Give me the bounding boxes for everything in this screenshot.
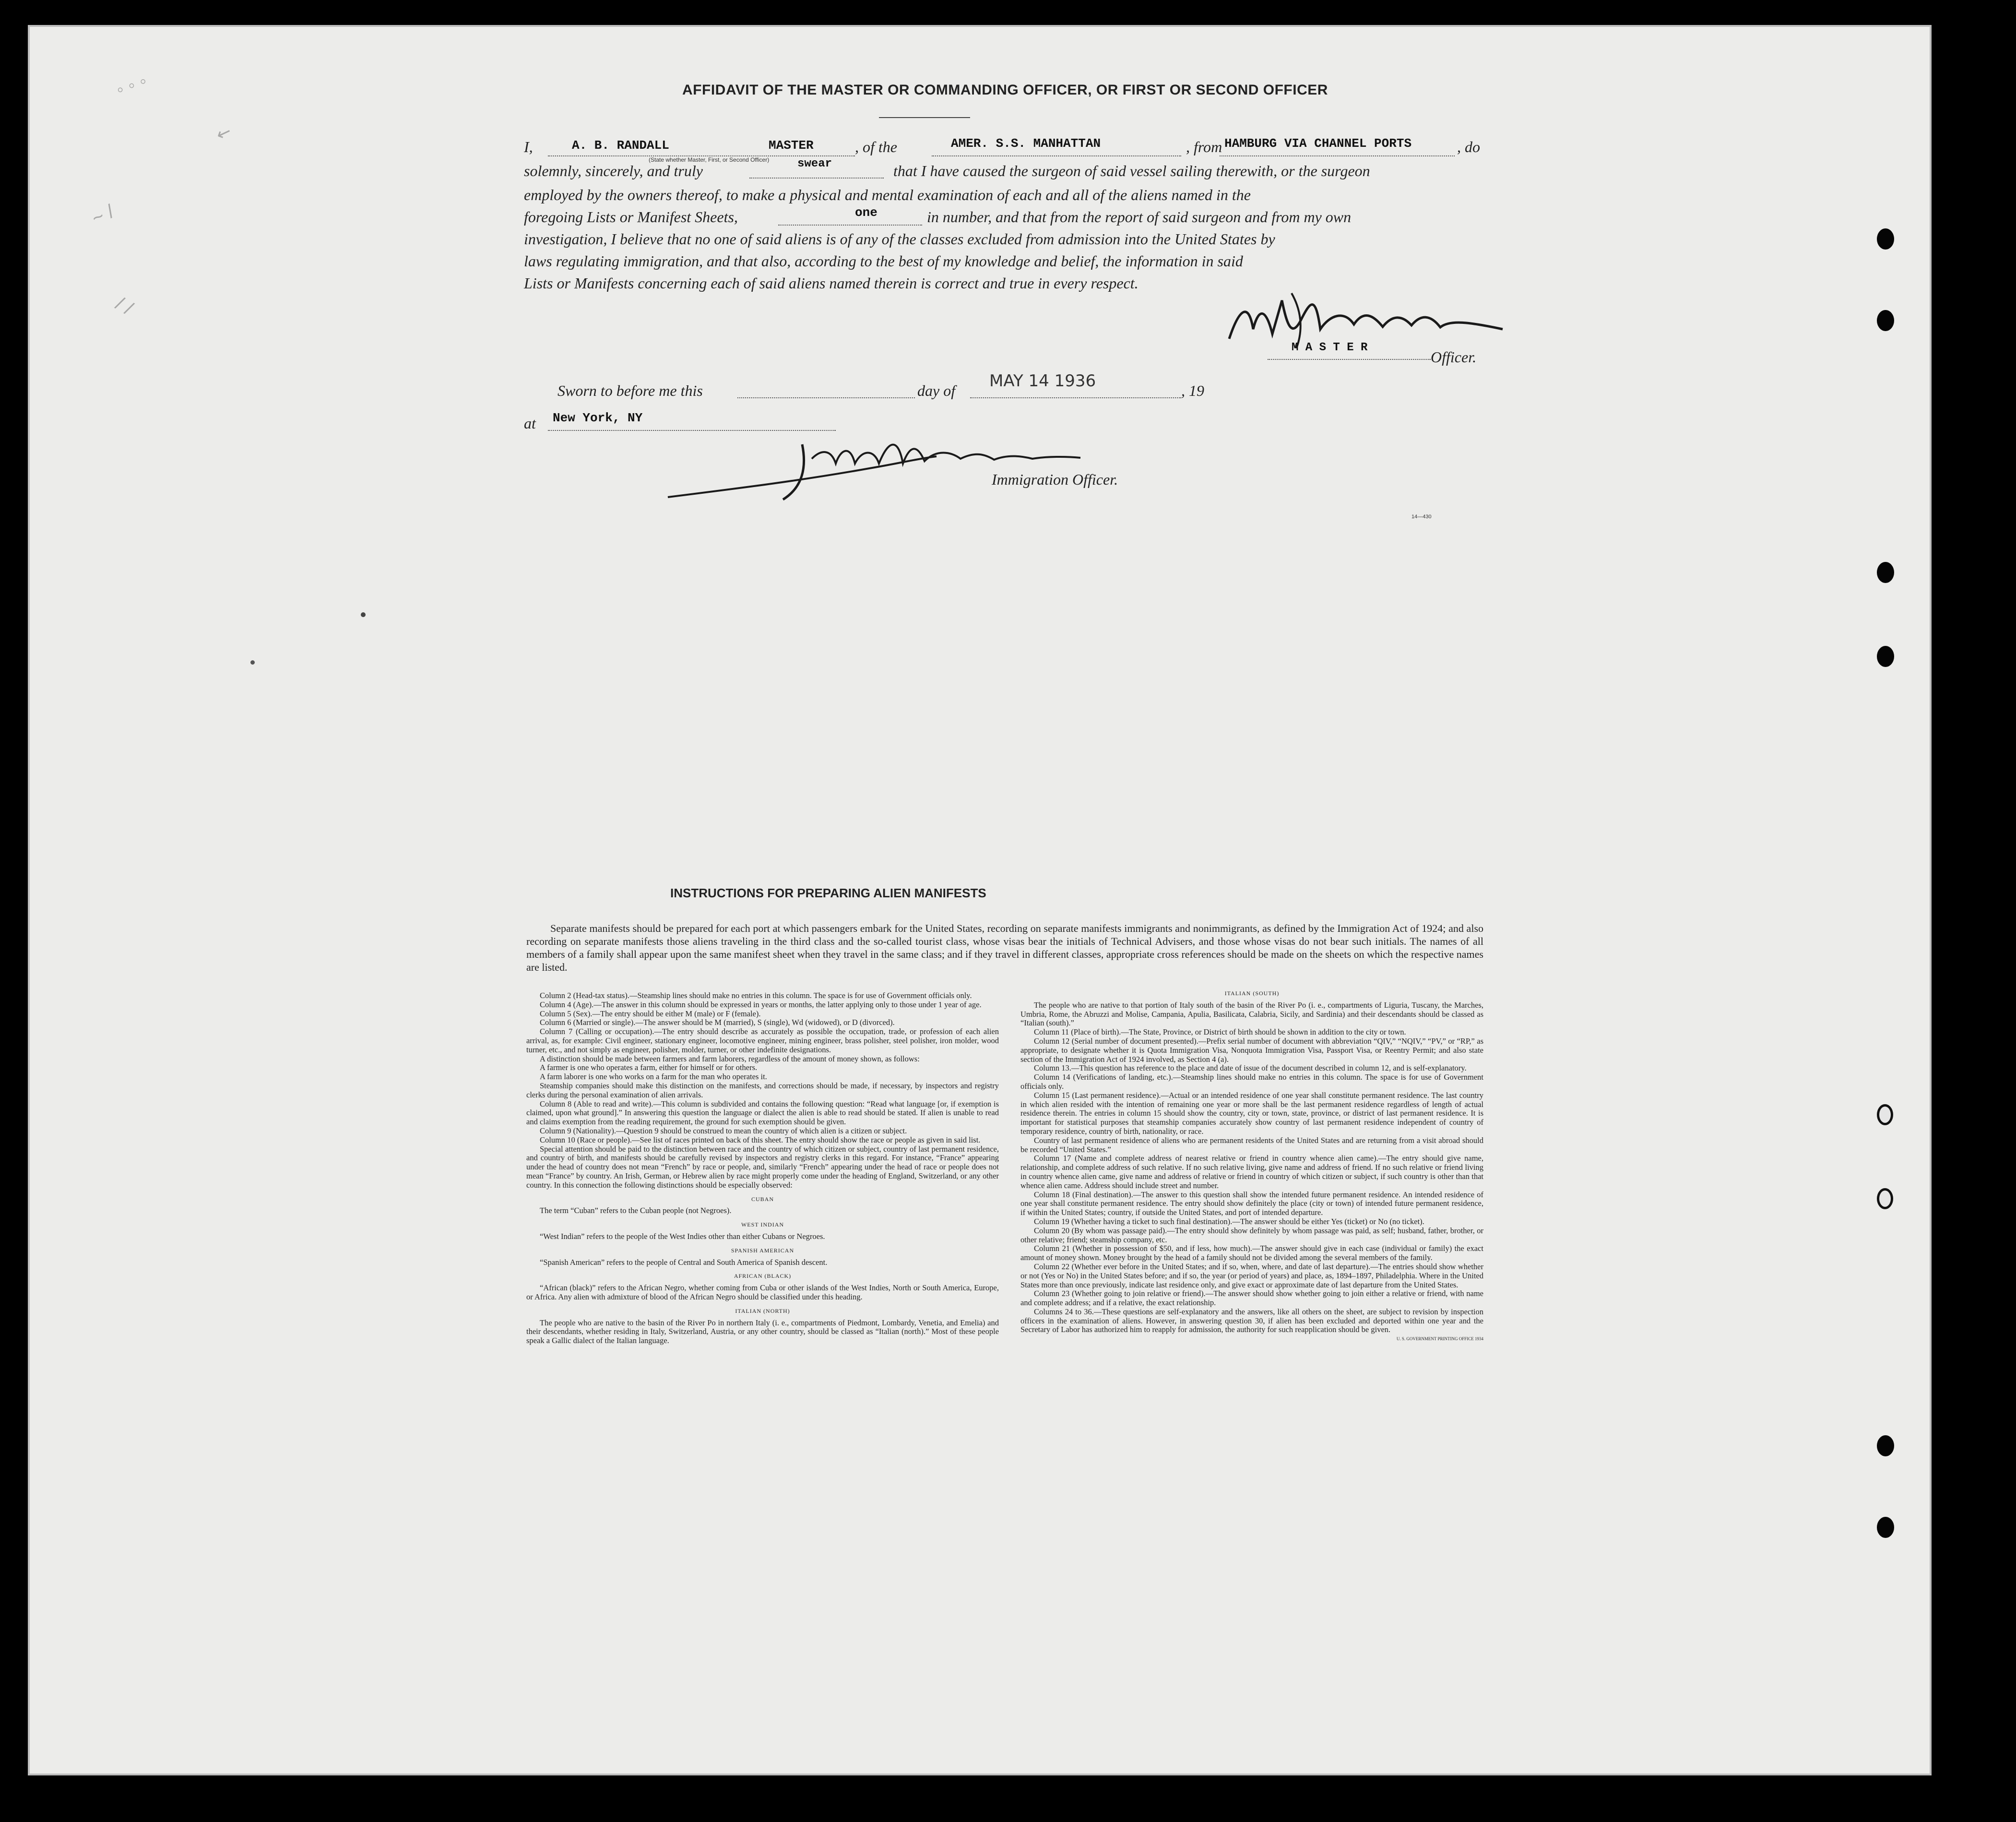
dotted-line	[749, 178, 884, 179]
manifest-sheet	[28, 25, 1932, 1775]
instruction-paragraph: Column 17 (Name and complete address of nearest relative or friend in country whence alien came).—The entry should give name, relationship, and complete address of such relative. If no such relative living, give name and address of friend. If no such relative or friend living in country whence alien came, give name and address of relative or friend in country of which citizen or subject, if such country is other than that whence alien came. Address should include street and number.	[1020, 1154, 1483, 1190]
vessel-name: AMER. S.S. MANHATTAN	[951, 136, 1101, 151]
day-of-label: day of	[917, 382, 956, 399]
section-heading-italian-south: ITALIAN (SOUTH)	[1224, 990, 1280, 997]
binder-hole	[1877, 1188, 1893, 1209]
instructions-title: INSTRUCTIONS FOR PREPARING ALIEN MANIFESTS	[670, 886, 986, 900]
binder-hole	[1877, 310, 1894, 331]
year-prefix: , 19	[1181, 382, 1204, 399]
instruction-paragraph: Column 10 (Race or people).—See list of races printed on back of this sheet. The entry should show the race or people as given in said list.	[540, 1135, 981, 1144]
section-heading-cuban: CUBAN	[751, 1195, 774, 1203]
form-number: 14—430	[1411, 514, 1432, 520]
instruction-paragraph: Column 19 (Whether having a ticket to such final destination).—The answer should be either Yes (ticket) or No (no ticket).	[1034, 1216, 1424, 1226]
affidavit-i-word: I,	[524, 138, 533, 155]
affidavit-title: AFFIDAVIT OF THE MASTER OR COMMANDING OFFICER, OR FIRST OR SECOND OFFICER	[682, 82, 1328, 98]
sworn-text: Sworn to before me this	[557, 382, 703, 399]
oath-word: swear	[797, 157, 832, 170]
instruction-paragraph: Country of last permanent residence of aliens who are permanent residents of the United States and are returning from a visit abroad should be recorded “United States.”	[1020, 1135, 1483, 1154]
dotted-line	[737, 397, 915, 398]
instruction-paragraph: Column 21 (Whether in possession of $50, and if less, how much).—The answer should give in each case (individual or family) the exact amount of money shown. Money brought by the head of a family should not be divided among the several members of the family.	[1020, 1244, 1483, 1262]
instruction-paragraph: Column 7 (Calling or occupation).—The entry should describe as accurately as possible the occupation, trade, or profession of each alien arrival, as, for example: Civil engineer, stationary engineer, locomotive engineer, mining engineer, brass polisher, steel polisher, iron molder, wood turner, etc., and not simply as engineer, polisher, molder, turner, or other indefinite designations.	[526, 1027, 999, 1054]
instruction-paragraph: The people who are native to that portion of Italy south of the basin of the River Po (i. e., compartments of Liguria, Tuscany, the Marches, Umbria, Rome, the Abruzzi and Molise, Campania, Apulia, Basilicata, Calabria, Sicily, and Sardinia) and their descendants should be classed as “Italian (south).”	[1020, 1000, 1483, 1028]
instruction-paragraph: Column 13.—This question has reference to the place and date of issue of the document described in column 12, and is self-explanatory.	[1034, 1063, 1467, 1073]
margin-marks: ~ /	[88, 201, 118, 229]
instruction-paragraph: Column 6 (Married or single).—The answer should be M (married), S (single), Wd (widowed), or D (divorced).	[540, 1018, 895, 1027]
at-label: at	[524, 415, 536, 432]
margin-marks: / /	[112, 293, 137, 320]
instruction-paragraph: “African (black)” refers to the African Negro, whether coming from Cuba or other islands of the West Indies, North or South America, Europe, or Africa. Any alien with admixture of blood of the African Negro should be classified under this heading.	[526, 1283, 999, 1301]
officer-rank: MASTER	[769, 138, 814, 153]
margin-marks: ◦ ◦ ◦	[113, 70, 150, 101]
instruction-paragraph: Column 8 (Able to read and write).—This column is subdivided and contains the following question: “Read what language [or, if exemption is claimed, upon what ground].” In answering this question the language or dialect the alien is able to read should be stated. If alien is unable to read and claims exemption from the reading requirement, the ground for such exemption should be given.	[526, 1099, 999, 1127]
instruction-paragraph: “West Indian” refers to the people of the West Indies other than either Cubans or Negroes.	[540, 1231, 825, 1241]
affidavit-line-6: laws regulating immigration, and that also, according to the best of my knowledge and belief, the information in said	[524, 252, 1243, 270]
sheet-count: one	[855, 205, 878, 220]
section-heading-west-indian: WEST INDIAN	[741, 1221, 784, 1228]
instruction-paragraph: The term “Cuban” refers to the Cuban people (not Negroes).	[540, 1206, 732, 1215]
margin-marks: ↙	[214, 121, 235, 144]
instruction-paragraph: Special attention should be paid to the distinction between race and the country of which citizen or subject, country of last permanent residence, and country of birth, and manifests should be carefully revised by inspectors and registry clerks in this regard. For instance, “France” appearing under the head of country does not mean “French” by race or people, and, similarly “French” appearing under the head of race or people does not mean “France” by country. An Irish, German, or Hebrew alien by race might properly come under the heading of England, Switzerland, or any other country. In this connection the following distinctions should be especially observed:	[526, 1144, 999, 1190]
sworn-place: New York, NY	[553, 411, 643, 425]
instruction-paragraph: Column 2 (Head-tax status).—Steamship lines should make no entries in this column. The space is for use of Government officials only.	[540, 991, 972, 1000]
immigration-officer-signature	[649, 430, 1128, 507]
instruction-paragraph: Column 22 (Whether ever before in the United States; and if so, when, where, and date of last departure).—The entries should show whether or not (Yes or No) in the United States before; and if so, the year (or period of years) and place, as, 1894–1897, Philadelphia. Where in the United States more than once previously, indicate last residence only, and give exact or approximate date of last departure from the United States.	[1020, 1262, 1483, 1289]
instruction-paragraph: Columns 24 to 36.—These questions are self-explanatory and the answers, like all others on the sheet, are subject to revision by inspection officers in the examination of aliens. However, in answering question 30, if alien has been excluded and deported within one year and the Secretary of Labor has authorized him to reapply for admission, the authority for such reapplication should be given.	[1020, 1307, 1483, 1334]
instruction-paragraph: A farm laborer is one who works on a farm for the man who operates it.	[540, 1072, 767, 1082]
instruction-paragraph: Steamship companies should make this distinction on the manifests, and corrections should be made, if necessary, by inspectors and registry clerks during the personal examination of alien arrivals.	[526, 1081, 999, 1099]
binder-hole	[1877, 228, 1894, 250]
instruction-paragraph: Column 23 (Whether going to join relative or friend).—The answer should show whether going to join either a relative or friend, with name and complete address; and if a relative, the exact relationship.	[1020, 1289, 1483, 1308]
binder-hole	[1877, 646, 1894, 667]
instruction-paragraph: Column 15 (Last permanent residence).—Actual or an intended residence of one year shall constitute permanent residence. The last country in which alien resided with the intention of remaining one year or more shall be the last permanent residence regardless of length of actual residence therein. The entries in column 15 should show the country, city or town, state, province, or district of last permanent residence. It is important for statistical purposes that steamship companies accurately show country of last permanent residence independent of country of temporary residence, country of birth, nationality, or race.	[1020, 1090, 1483, 1136]
instruction-paragraph: Column 11 (Place of birth).—The State, Province, or District of birth should be shown in addition to the city or town.	[1034, 1027, 1406, 1037]
binder-hole	[1877, 1435, 1894, 1456]
signer-rank: M A S T E R	[1292, 341, 1368, 354]
affidavit-line-4b: in number, and that from the report of said surgeon and from my own	[927, 208, 1352, 226]
officer-name: A. B. RANDALL	[572, 138, 669, 153]
section-heading-african: AFRICAN (BLACK)	[734, 1273, 792, 1280]
dotted-line	[970, 397, 1181, 398]
affidavit-line-5: investigation, I believe that no one of said aliens is of any of the classes excluded from admission into the United States by	[524, 230, 1275, 248]
instruction-paragraph: Column 9 (Nationality).—Question 9 should be construed to mean the country of which alien is a citizen or subject.	[540, 1126, 907, 1135]
paper-speck	[361, 612, 366, 617]
instructions-right-column	[1020, 989, 1483, 1344]
instruction-paragraph: Column 14 (Verifications of landing, etc.).—Steamship lines should make no entries in this column. The space is for use of Government officials only.	[1020, 1072, 1483, 1091]
section-heading-italian-north: ITALIAN (NORTH)	[735, 1307, 790, 1314]
dotted-line	[778, 225, 922, 226]
instruction-paragraph: “Spanish American” refers to the people of Central and South America of Spanish descent.	[540, 1257, 828, 1267]
instruction-paragraph: Column 20 (By whom was passage paid).—The entry should show definitely by whom passage was paid, as self; husband, father, brother, or other relative; friend; steamship company, etc.	[1020, 1226, 1483, 1244]
rank-caption: (State whether Master, First, or Second Officer)	[649, 156, 770, 163]
instruction-paragraph: A farmer is one who operates a farm, either for himself or for others.	[540, 1063, 758, 1072]
instructions-left-column	[526, 991, 999, 1346]
dotted-line	[1268, 359, 1431, 360]
dotted-line	[932, 155, 1181, 156]
immigration-officer-label: Immigration Officer.	[992, 471, 1118, 488]
binder-hole	[1877, 1104, 1893, 1125]
printer-note: U. S. GOVERNMENT PRINTING OFFICE 1934	[1396, 1336, 1483, 1342]
instructions-intro: Separate manifests should be prepared for each port at which passengers embark for the United States, recording on separate manifests immigrants and nonimmigrants, as defined by the Immigration Act of 1924; and also recording on separate manifests those aliens traveling in the third class and the so-called tourist class, whose visas bear the initials of Technical Advisers, and those whose visas do not bear such initials. The names of all members of a family shall appear upon the same manifest sheet when they travel in the same class; and if they travel in different classes, appropriate cross references should be made on the sheets on which the respective names are listed.	[526, 922, 1483, 973]
section-heading-spanish-american: SPANISH AMERICAN	[731, 1247, 795, 1254]
instruction-paragraph: Column 12 (Serial number of document presented).—Prefix serial number of document with abbreviation “QIV,” “NQIV,” “PV,” or “RP,” as appropriate, to designate whether it is Quota Immigration Visa, Nonquota Immigration Visa, Passport Visa, or Reentry Permit; and also state section of the Immigration Act of 1924 involved, as Section 4 (a).	[1020, 1036, 1483, 1064]
binder-hole	[1877, 562, 1894, 583]
instruction-paragraph: A distinction should be made between farmers and farm laborers, regardless of the amount of money shown, as follows:	[540, 1054, 920, 1063]
binder-hole	[1877, 1517, 1894, 1538]
dotted-line	[1220, 155, 1455, 156]
paper-speck	[250, 660, 255, 665]
instruction-paragraph: Column 4 (Age).—The answer in this column should be expressed in years or months, the latter applying only to those under 1 year of age.	[540, 1000, 982, 1009]
port-from: HAMBURG VIA CHANNEL PORTS	[1224, 136, 1412, 151]
instruction-paragraph: Column 18 (Final destination).—The answer to this question shall show the intended future permanent residence. An intended residence of one year shall constitute permanent residence. The entry should show definitely the place (city or town) of intended future permanent residence, if within the United States; country, if outside the United States, and port of intended departure.	[1020, 1190, 1483, 1217]
officer-label: Officer.	[1431, 348, 1477, 366]
title-rule	[879, 117, 970, 118]
instruction-paragraph: The people who are native to the basin of the River Po in northern Italy (i. e., compartments of Piedmont, Lombardy, Venetia, and Emelia) and their descendants, whether residing in Italy, Switzerland, Austria, or any other country, should be classed as “Italian (north).” Most of these people speak a Gallic dialect of the Italian language.	[526, 1318, 999, 1346]
affidavit-line-7: Lists or Manifests concerning each of said aliens named therein is correct and true in every respect.	[524, 274, 1138, 292]
from-label: , from	[1186, 138, 1222, 155]
affidavit-line-2: that I have caused the surgeon of said vessel sailing therewith, or the surgeon	[893, 162, 1370, 179]
of-the-label: , of the	[855, 138, 897, 155]
solemnly-text: solemnly, sincerely, and truly	[524, 162, 703, 179]
affidavit-line-4a: foregoing Lists or Manifest Sheets,	[524, 208, 738, 226]
do-label: , do	[1457, 138, 1480, 155]
sworn-date-stamp: MAY 14 1936	[989, 371, 1096, 391]
instruction-paragraph: Column 5 (Sex).—The entry should be either M (male) or F (female).	[540, 1009, 761, 1018]
affidavit-line-3: employed by the owners thereof, to make a physical and mental examination of each and all of the aliens named in the	[524, 186, 1251, 203]
